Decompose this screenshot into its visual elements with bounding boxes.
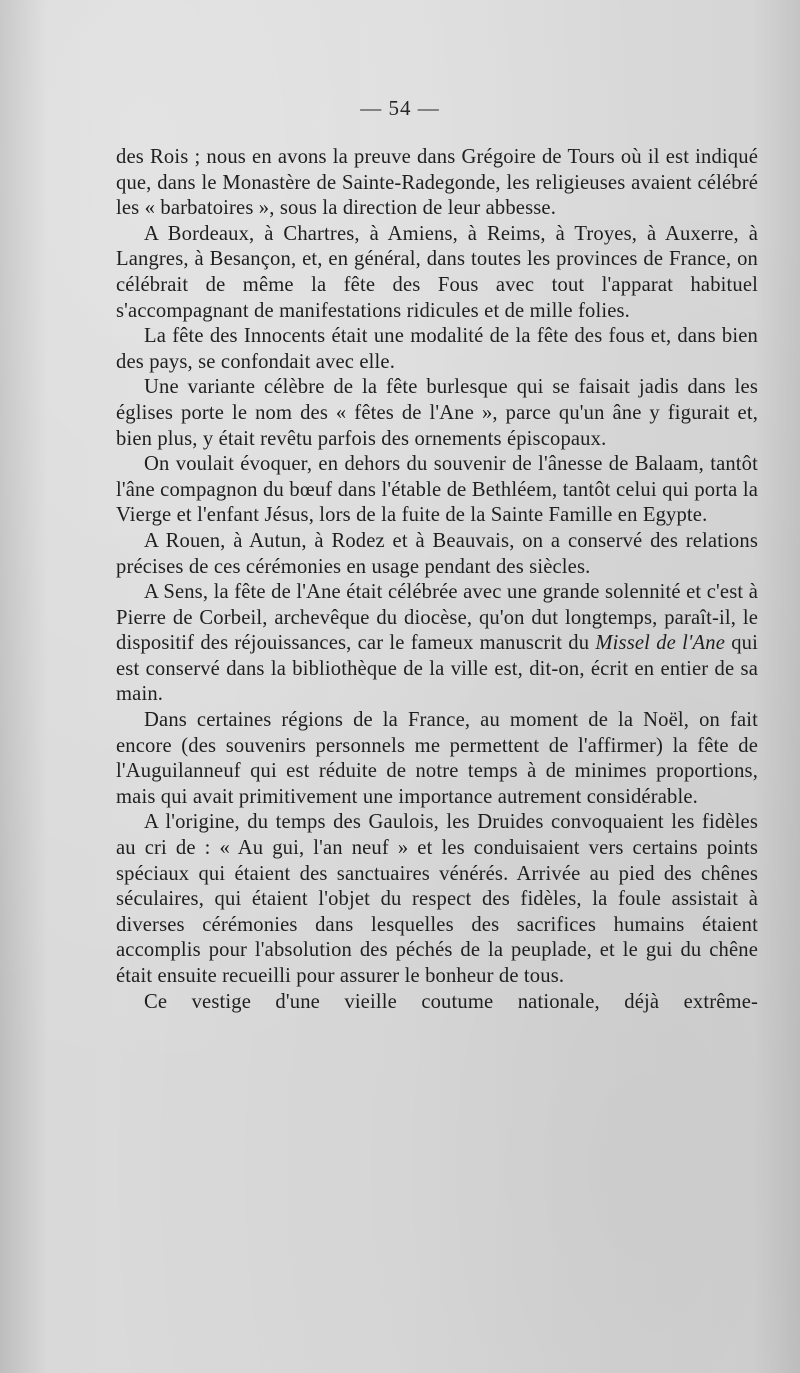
paragraph-3: La fête des Innocents était une modalité de la fête des fous et, dans bien des pays, se confondait avec elle.: [116, 325, 758, 373]
paragraph-7: [116, 580, 758, 708]
paragraph-7-text-after: qui est conservé dans la bibliothèque de la ville est, dit-on, écrit en entier de sa main.: [116, 632, 758, 706]
paragraph-7-text-before: A Sens, la fête de l'Ane était célébrée avec une grande solennité et c'est à Pierre de Corbeil, archevêque du diocèse, qu'on dut longtemps, paraît-il, le dispositif des réjouissances, car le fameux manuscrit du: [116, 581, 758, 655]
paragraph-9: A l'origine, du temps des Gaulois, les Druides convoquaient les fidèles au cri de : « Au gui, l'an neuf » et les conduisaient vers certains points spéciaux qui étaient des sanctuaires vénérés. Arrivée au pied des chênes séculaires, qui étaient l'objet du respect des fidèles, la foule assistait à diverses cérémonies dans lesquelles des sacrifices humains étaient accomplis pour l'absolution des péchés de la peuplade, et le gui du chêne était ensuite recueilli pour assurer le bonheur de tous.: [116, 811, 758, 987]
paragraph-4: Une variante célèbre de la fête burlesque qui se faisait jadis dans les églises porte le nom des « fêtes de l'Ane », parce qu'un âne y figurait et, bien plus, y était revêtu parfois des ornements épiscopaux.: [116, 376, 758, 450]
paragraph-5: On voulait évoquer, en dehors du souvenir de l'ânesse de Balaam, tantôt l'âne compagnon du bœuf dans l'étable de Bethléem, tantôt celui qui porta la Vierge et l'enfant Jésus, lors de la fuite de la Sainte Famille en Egypte.: [116, 453, 758, 527]
body-text: [116, 145, 758, 1015]
paragraph-2: A Bordeaux, à Chartres, à Amiens, à Reims, à Troyes, à Auxerre, à Langres, à Besançon, et, en général, dans toutes les provinces de France, on célébrait de même la fête des Fous avec tout l'apparat habituel s'accompagnant de manifestations ridicules et de mille folies.: [116, 222, 758, 322]
paragraph-10: Ce vestige d'une vieille coutume nationale, déjà extrême-: [144, 990, 758, 1013]
paragraph-8: Dans certaines régions de la France, au moment de la Noël, on fait encore (des souvenirs personnels me permettent de l'affirmer) la fête de l'Auguilanneuf qui est réduite de notre temps à de minimes proportions, mais qui avait primitivement une importance autrement considérable.: [116, 709, 758, 808]
paragraph-1: des Rois ; nous en avons la preuve dans Grégoire de Tours où il est indiqué que, dans le Monastère de Sainte-Radegonde, les religieuses avaient célébré les « barbatoires », sous la direction de leur abbesse.: [116, 146, 758, 220]
paragraph-6: A Rouen, à Autun, à Rodez et à Beauvais, on a conservé des relations précises de ces cérémonies en usage pendant des siècles.: [116, 529, 758, 578]
missel-title: Missel de l'Ane: [595, 632, 726, 655]
page-number: — 54 —: [360, 96, 440, 120]
